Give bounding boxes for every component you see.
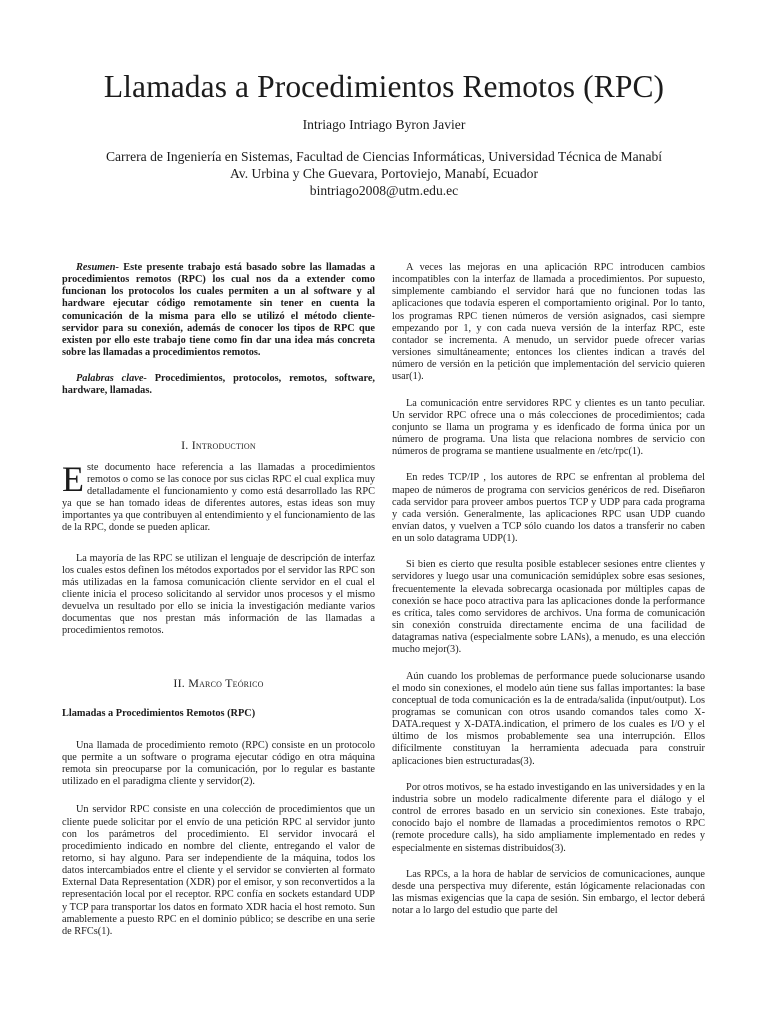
intro-paragraph-2: La mayoría de las RPC se utilizan el lenguaje de descripción de interfaz los cuales estos definen los métodos exportados por el servidor las RPC son más utilizadas en la famosa comunicación cliente servidor en el cual el cliente inicia el proceso solicitando al servidor unos procesos y el mismo devuelva un resultado por ello se inicia la investigación mediante varios documentas que nos prestan más información de las llamadas a procedimientos remotos. <box>62 552 375 637</box>
affiliation-block <box>0 148 768 199</box>
section-heading-marco-teorico: II. Marco Teórico <box>173 675 264 690</box>
keywords-label: Palabras clave- <box>76 373 147 385</box>
section-heading-introduction: I. Introduction <box>181 437 256 452</box>
body-paragraph: La comunicación entre servidores RPC y clientes es un tanto peculiar. Un servidor RPC ofrece una o más colecciones de procedimientos; cada conjunto se llama un programa y es idenficado de forma única por un número de programa. Una lista que relaciona nombres de servicio con números de programa se mantiene usualmente en /etc/rpc(1). <box>392 397 705 458</box>
marco-paragraph-2: Un servidor RPC consiste en una colección de procedimientos que un cliente puede solicitar por el envío de una petición RPC al servidor junto con los parámetros del procedimiento. El servidor invocará el procedimiento indicado en nombre del cliente, entregando el valor de retorno, si hay alguno. Para ser independiente de la máquina, todos los datos intercambiados entre el cliente y el servidor se convierten al formato External Data Representation (XDR) por el emisor, y son reconvertidos a la representación local por el receptor. RPC confía en sockets estandard UDP y TCP para transportar los datos en formato XDR hacia el host remoto. Sun amablemente a puesto RPC en el dominio público; se describe en una serie de RFCs(1). <box>62 804 375 937</box>
body-paragraph: Aún cuando los problemas de performance puede solucionarse usando el modo sin conexiones, el modelo aún tiene sus fallas importantes: la base conceptual de toda comunicación es la de entrada/salida (input/output). Los programas se comunican con otros usando comandos tales como X-DATA.request y X-DATA.indication, el primero de los cuales es I/O y el último de los mismos probablemente sea una interrupción. Ellos difícilmente constituyan la herramienta adecuada para construir aplicaciones bien estructuradas(3). <box>392 670 705 767</box>
left-column <box>62 262 375 938</box>
abstract-text: Este presente trabajo está basado sobre las llamadas a procedimientos remotos (RPC) los cual nos da a extender como funcionan los protocolos los cuales permiten a un al software y al hardware ejecutar código remotamente sin tener en cuenta la comunicación de la misma para ello se utilizó el método cliente-servidor para su conexión, además de conocer los tipos de RPC que existen por ello este trabajo tiene como fin dar una idea más concreta sobre las llamadas a procedimientos remotos. <box>62 262 375 359</box>
body-paragraph: Las RPCs, a la hora de hablar de servicios de comunicaciones, aunque desde una perspectiva muy diferente, están lógicamente relacionadas con las mismas exigencias que la capa de sesión. Sin embargo, el lector deberá notar a lo largo del estudio que parte del <box>392 868 705 917</box>
abstract-paragraph <box>62 262 375 359</box>
drop-cap: E <box>62 458 84 499</box>
body-paragraph: Si bien es cierto que resulta posible establecer sesiones entre clientes y servidores y luego usar una comunicación semidúplex sobre esas sesiones, frecuentemente la elevada sobrecarga ocasionada por múltiples capas de conexión se hace poco atractiva para las aplicaciones donde la performance es crítica, tales como servidores de archivos. Una forma de comunicación sin conexión construida directamente encima de una facilidad de datagramas nativa (especialmente sobre LANs), a menudo, es una elección mucho mejor(3). <box>392 559 705 656</box>
abstract-label: Resumen- <box>76 262 119 273</box>
intro-paragraph-1-text: ste documento hace referencia a las llamadas a procedimientos remotos o como se las conoce por sus ciclas RPC el cual explica muy detalladamente el funcionamiento y como está desarrollado las RPC ya que se han tomado ideas de diferentes autores, estas ideas son muy importantes ya que contribuyen al entendimiento y el funcionamiento de las de la RPC, donde se pueden aplicar. <box>62 461 375 534</box>
right-column <box>392 262 705 917</box>
keywords-text: Procedimientos, protocolos, remotos, software, hardware, llamadas. <box>62 373 376 397</box>
author-name: Intriago Intriago Byron Javier <box>302 117 466 132</box>
affiliation-line: Carrera de Ingeniería en Sistemas, Facultad de Ciencias Informáticas, Universidad Técnica de Manabí <box>105 149 663 164</box>
subsection-heading-rpc: Llamadas a Procedimientos Remotos (RPC) <box>62 707 256 719</box>
paper-title: Llamadas a Procedimientos Remotos (RPC) <box>103 69 665 104</box>
body-paragraph: En redes TCP/IP , los autores de RPC se enfrentan al problema del mapeo de números de programa con servicios genéricos de red. Diseñaron cada servidor para proveer ambos puertos TCP y UDP para cada programa y cada versión. Generalmente, las aplicaciones RPC usan UDP cuando envían datos, y vuelven a TCP sólo cuando los datos a transferir no caben en un solo datagrama UDP(1). <box>392 472 705 545</box>
body-paragraph: A veces las mejoras en una aplicación RPC introducen cambios incompatibles con la interfaz de llamada a procedimientos. Por supuesto, simplemente cambiando el servidor hará que no funcionen todas las aplicaciones que todavía esperen el comportamiento original. Por lo tanto, los programas RPC tienen números de versión asignados, casi siempre empezando por 1, y con cada nueva versión de la interfaz RPC, este contador se incrementa. A menudo, un servidor puede ofrecer varias versiones simultáneamente; entonces los clientes indican a través del número de versión en la petición que implementación del servicio quieren usar(1). <box>392 262 705 383</box>
address-line: Av. Urbina y Che Guevara, Portoviejo, Manabí, Ecuador <box>229 166 539 181</box>
marco-paragraph-1: Una llamada de procedimiento remoto (RPC) consiste en un protocolo que permite a un software o programa ejecutar código en otra máquina remota sin preocuparse por la comunicación, por lo regular es bastante utilizado en el paradigma cliente y servidor(2). <box>62 739 375 788</box>
email-line: bintriago2008@utm.edu.ec <box>309 183 459 198</box>
keywords-paragraph <box>62 373 375 397</box>
abstract <box>62 262 375 398</box>
body-paragraph: Por otros motivos, se ha estado investigando en las universidades y en la industria sobre un modelo radicalmente diferente para el diálogo y el control de errores basado en un servicio sin conexiones. Este trabajo, conocido bajo el nombre de llamadas a procedimientos remotos o RPC (remote procedure calls), ha sido ampliamente implementado en redes y especialmente en sistemas distribuidos(3). <box>392 781 705 854</box>
intro-paragraph-1 <box>62 458 375 535</box>
